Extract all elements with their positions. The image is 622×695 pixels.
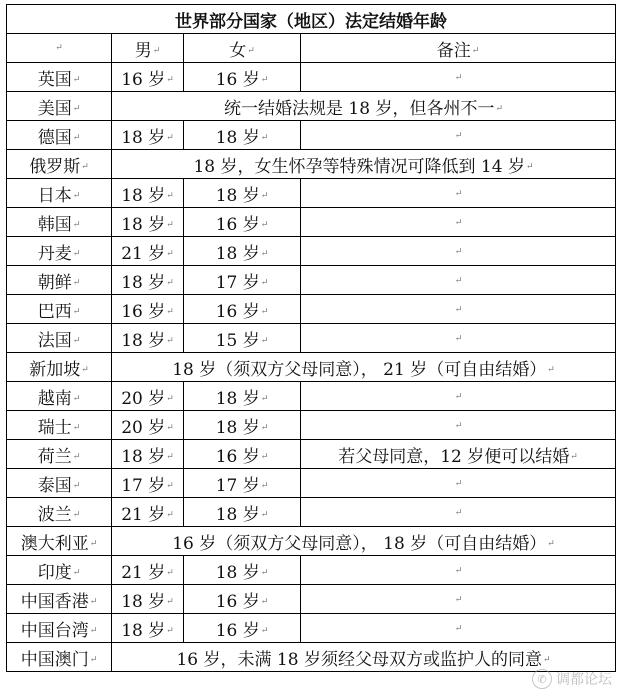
table-row xyxy=(7,150,616,179)
note-cell xyxy=(301,237,616,266)
country-cell: 泰国↵ xyxy=(7,469,112,498)
paragraph-mark-icon: ↵ xyxy=(81,162,89,172)
male-age-cell: 18 岁↵ xyxy=(112,324,184,353)
table-row xyxy=(7,469,616,498)
paragraph-mark-icon: ↵ xyxy=(495,104,503,114)
female-age-cell: 18 岁↵ xyxy=(184,121,301,150)
note-cell xyxy=(301,411,616,440)
paragraph-mark-icon: ↵ xyxy=(454,391,463,402)
male-age-cell: 21 岁↵ xyxy=(112,237,184,266)
table-row xyxy=(7,440,616,469)
female-age-cell: 16 岁↵ xyxy=(184,614,301,643)
paragraph-mark-icon: ↵ xyxy=(72,481,81,491)
paragraph-mark-icon: ↵ xyxy=(454,275,463,286)
country-cell: 印度↵ xyxy=(7,556,112,585)
paragraph-mark-icon: ↵ xyxy=(72,249,81,259)
table-row xyxy=(7,295,616,324)
table-title-text: 世界部分国家（地区）法定结婚年龄 xyxy=(175,11,447,32)
paragraph-mark-icon: ↵ xyxy=(166,307,174,317)
country-cell: 新加坡↵ xyxy=(7,353,112,382)
paragraph-mark-icon: ↵ xyxy=(260,423,269,433)
paragraph-mark-icon: ↵ xyxy=(454,478,463,489)
male-age-cell: 16 岁↵ xyxy=(112,63,184,92)
table-row xyxy=(7,614,616,643)
country-cell: 中国香港↵ xyxy=(7,585,112,614)
paragraph-mark-icon: ↵ xyxy=(260,278,269,288)
paragraph-mark-icon: ↵ xyxy=(454,72,463,83)
paragraph-mark-icon: ↵ xyxy=(547,365,555,375)
table-row xyxy=(7,208,616,237)
paragraph-mark-icon: ↵ xyxy=(260,597,269,607)
table-title-row xyxy=(7,5,616,34)
country-cell: 瑞士↵ xyxy=(7,411,112,440)
paragraph-mark-icon: ↵ xyxy=(89,655,98,665)
note-cell: 若父母同意，12 岁便可以结婚↵ xyxy=(301,440,616,469)
paragraph-mark-icon: ↵ xyxy=(55,43,63,53)
paragraph-mark-icon: ↵ xyxy=(260,452,269,462)
table-row xyxy=(7,498,616,527)
note-cell xyxy=(301,63,616,92)
table-row xyxy=(7,92,616,121)
male-age-cell: 18 岁↵ xyxy=(112,179,184,208)
note-cell xyxy=(301,556,616,585)
paragraph-mark-icon: ↵ xyxy=(166,336,174,346)
paragraph-mark-icon: ↵ xyxy=(260,75,269,85)
female-age-cell: 18 岁↵ xyxy=(184,237,301,266)
male-age-cell: 18 岁↵ xyxy=(112,266,184,295)
wechat-logo-icon: ✆ xyxy=(532,669,552,689)
paragraph-mark-icon: ↵ xyxy=(471,46,480,56)
watermark-text: 调都论坛 xyxy=(556,672,612,688)
table-row xyxy=(7,266,616,295)
paragraph-mark-icon: ↵ xyxy=(454,188,463,199)
country-cell: 荷兰↵ xyxy=(7,440,112,469)
female-age-cell: 18 岁↵ xyxy=(184,498,301,527)
table-row xyxy=(7,382,616,411)
paragraph-mark-icon: ↵ xyxy=(454,246,463,257)
note-cell xyxy=(301,266,616,295)
paragraph-mark-icon: ↵ xyxy=(152,46,161,56)
male-age-cell: 17 岁↵ xyxy=(112,469,184,498)
paragraph-mark-icon: ↵ xyxy=(166,510,174,520)
table-row xyxy=(7,237,616,266)
paragraph-mark-icon: ↵ xyxy=(454,623,463,634)
paragraph-mark-icon: ↵ xyxy=(260,568,269,578)
paragraph-mark-icon: ↵ xyxy=(166,278,174,288)
paragraph-mark-icon: ↵ xyxy=(542,655,551,665)
paragraph-mark-icon: ↵ xyxy=(166,394,174,404)
country-cell: 澳大利亚↵ xyxy=(7,527,112,556)
merged-note-cell: 16 岁（须双方父母同意）， 18 岁（可自由结婚）↵ xyxy=(112,527,616,556)
header-male: 男↵ xyxy=(112,34,184,63)
paragraph-mark-icon: ↵ xyxy=(72,394,81,404)
paragraph-mark-icon: ↵ xyxy=(454,217,463,228)
male-age-cell: 21 岁↵ xyxy=(112,498,184,527)
country-cell: 中国台湾↵ xyxy=(7,614,112,643)
country-cell: 巴西↵ xyxy=(7,295,112,324)
country-cell: 法国↵ xyxy=(7,324,112,353)
male-age-cell: 18 岁↵ xyxy=(112,440,184,469)
note-cell xyxy=(301,614,616,643)
paragraph-mark-icon: ↵ xyxy=(72,510,81,520)
paragraph-mark-icon: ↵ xyxy=(166,626,174,636)
table-row xyxy=(7,63,616,92)
country-cell: 美国↵ xyxy=(7,92,112,121)
paragraph-mark-icon: ↵ xyxy=(166,423,174,433)
paragraph-mark-icon: ↵ xyxy=(72,191,81,201)
male-age-cell: 16 岁↵ xyxy=(112,295,184,324)
paragraph-mark-icon: ↵ xyxy=(72,307,81,317)
female-age-cell: 16 岁↵ xyxy=(184,585,301,614)
paragraph-mark-icon: ↵ xyxy=(260,481,269,491)
paragraph-mark-icon: ↵ xyxy=(166,452,174,462)
paragraph-mark-icon: ↵ xyxy=(72,220,81,230)
merged-note-cell: 18 岁（须双方父母同意）， 21 岁（可自由结婚）↵ xyxy=(112,353,616,382)
paragraph-mark-icon: ↵ xyxy=(72,568,81,578)
paragraph-mark-icon: ↵ xyxy=(454,594,463,605)
paragraph-mark-icon: ↵ xyxy=(454,130,463,141)
table-row xyxy=(7,556,616,585)
note-cell xyxy=(301,585,616,614)
note-cell xyxy=(301,179,616,208)
paragraph-mark-icon: ↵ xyxy=(166,481,174,491)
paragraph-mark-icon: ↵ xyxy=(570,452,578,462)
female-age-cell: 18 岁↵ xyxy=(184,556,301,585)
note-cell xyxy=(301,324,616,353)
paragraph-mark-icon: ↵ xyxy=(166,133,174,143)
paragraph-mark-icon: ↵ xyxy=(260,394,269,404)
paragraph-mark-icon: ↵ xyxy=(72,423,81,433)
merged-note-cell: 16 岁，未满 18 岁须经父母双方或监护人的同意↵ xyxy=(112,643,616,672)
country-cell: 韩国↵ xyxy=(7,208,112,237)
male-age-cell: 18 岁↵ xyxy=(112,208,184,237)
table-row xyxy=(7,643,616,672)
header-note: 备注↵ xyxy=(301,34,616,63)
paragraph-mark-icon: ↵ xyxy=(260,249,269,259)
country-cell: 波兰↵ xyxy=(7,498,112,527)
paragraph-mark-icon: ↵ xyxy=(72,104,81,114)
table-row xyxy=(7,179,616,208)
paragraph-mark-icon: ↵ xyxy=(260,626,269,636)
paragraph-mark-icon: ↵ xyxy=(260,191,269,201)
note-cell xyxy=(301,121,616,150)
paragraph-mark-icon: ↵ xyxy=(454,420,463,431)
paragraph-mark-icon: ↵ xyxy=(260,336,269,346)
male-age-cell: 18 岁↵ xyxy=(112,585,184,614)
paragraph-mark-icon: ↵ xyxy=(247,46,255,56)
paragraph-mark-icon: ↵ xyxy=(260,133,269,143)
table-title xyxy=(7,5,616,34)
country-cell: 越南↵ xyxy=(7,382,112,411)
paragraph-mark-icon: ↵ xyxy=(72,75,81,85)
note-cell xyxy=(301,208,616,237)
table-header-row xyxy=(7,34,616,63)
female-age-cell: 17 岁↵ xyxy=(184,266,301,295)
male-age-cell: 18 岁↵ xyxy=(112,614,184,643)
country-cell: 俄罗斯↵ xyxy=(7,150,112,179)
female-age-cell: 16 岁↵ xyxy=(184,63,301,92)
male-age-cell: 18 岁↵ xyxy=(112,121,184,150)
paragraph-mark-icon: ↵ xyxy=(81,365,89,375)
paragraph-mark-icon: ↵ xyxy=(454,507,463,518)
merged-note-cell: 18 岁，女生怀孕等特殊情况可降低到 14 岁↵ xyxy=(112,150,616,179)
paragraph-mark-icon: ↵ xyxy=(525,162,534,172)
country-cell: 日本↵ xyxy=(7,179,112,208)
country-cell: 丹麦↵ xyxy=(7,237,112,266)
paragraph-mark-icon: ↵ xyxy=(72,133,81,143)
male-age-cell: 20 岁↵ xyxy=(112,411,184,440)
female-age-cell: 18 岁↵ xyxy=(184,382,301,411)
paragraph-mark-icon: ↵ xyxy=(260,510,269,520)
paragraph-mark-icon: ↵ xyxy=(89,539,98,549)
merged-note-cell: 统一结婚法规是 18 岁，但各州不一↵ xyxy=(112,92,616,121)
female-age-cell: 16 岁↵ xyxy=(184,440,301,469)
country-cell: 朝鲜↵ xyxy=(7,266,112,295)
note-cell xyxy=(301,295,616,324)
paragraph-mark-icon: ↵ xyxy=(166,191,174,201)
female-age-cell: 16 岁↵ xyxy=(184,208,301,237)
table-row xyxy=(7,324,616,353)
paragraph-mark-icon: ↵ xyxy=(454,304,463,315)
male-age-cell: 21 岁↵ xyxy=(112,556,184,585)
country-cell: 中国澳门↵ xyxy=(7,643,112,672)
paragraph-mark-icon: ↵ xyxy=(454,333,463,344)
paragraph-mark-icon: ↵ xyxy=(166,597,174,607)
paragraph-mark-icon: ↵ xyxy=(454,565,463,576)
table-row xyxy=(7,353,616,382)
table-row xyxy=(7,121,616,150)
male-age-cell: 20 岁↵ xyxy=(112,382,184,411)
female-age-cell: 18 岁↵ xyxy=(184,411,301,440)
table-row xyxy=(7,585,616,614)
female-age-cell: 17 岁↵ xyxy=(184,469,301,498)
marriage-age-table xyxy=(6,4,616,672)
header-female: 女↵ xyxy=(184,34,301,63)
paragraph-mark-icon: ↵ xyxy=(89,597,98,607)
paragraph-mark-icon: ↵ xyxy=(166,75,174,85)
paragraph-mark-icon: ↵ xyxy=(547,539,555,549)
paragraph-mark-icon: ↵ xyxy=(72,336,81,346)
country-cell: 英国↵ xyxy=(7,63,112,92)
paragraph-mark-icon: ↵ xyxy=(260,307,269,317)
watermark xyxy=(532,669,612,689)
header-blank-cell xyxy=(7,34,112,63)
paragraph-mark-icon: ↵ xyxy=(89,626,98,636)
table-row xyxy=(7,527,616,556)
paragraph-mark-icon: ↵ xyxy=(260,220,269,230)
paragraph-mark-icon: ↵ xyxy=(72,452,81,462)
note-cell xyxy=(301,382,616,411)
paragraph-mark-icon: ↵ xyxy=(166,249,174,259)
note-cell xyxy=(301,469,616,498)
paragraph-mark-icon: ↵ xyxy=(166,568,174,578)
female-age-cell: 15 岁↵ xyxy=(184,324,301,353)
country-cell: 德国↵ xyxy=(7,121,112,150)
female-age-cell: 18 岁↵ xyxy=(184,179,301,208)
paragraph-mark-icon: ↵ xyxy=(166,220,174,230)
paragraph-mark-icon: ↵ xyxy=(72,278,81,288)
female-age-cell: 16 岁↵ xyxy=(184,295,301,324)
table-row xyxy=(7,411,616,440)
note-cell xyxy=(301,498,616,527)
